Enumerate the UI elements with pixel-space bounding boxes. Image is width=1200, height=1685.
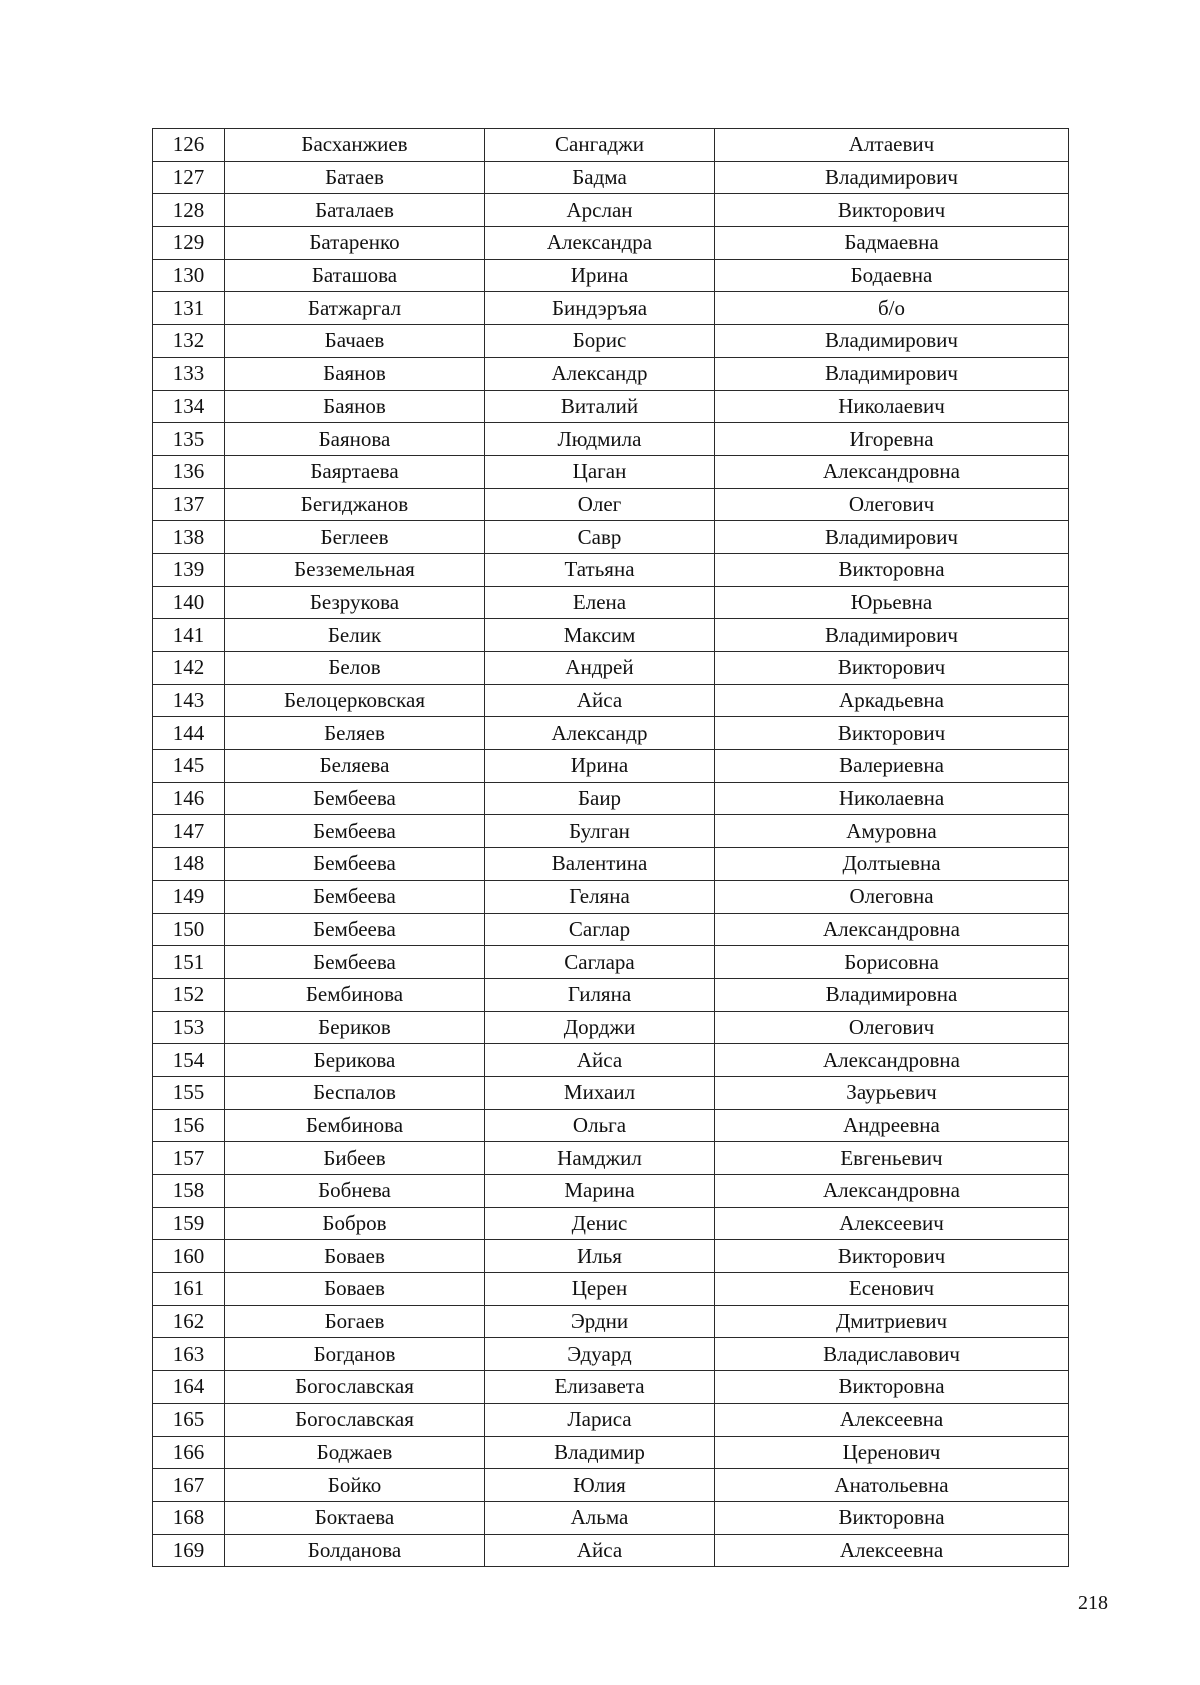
names-table-body bbox=[153, 129, 1069, 1567]
row-number-cell: 135 bbox=[153, 423, 225, 456]
last-name-cell: Бембеева bbox=[225, 782, 485, 815]
last-name-cell: Бойко bbox=[225, 1469, 485, 1502]
first-name-cell: Марина bbox=[485, 1175, 715, 1208]
first-name-cell: Елена bbox=[485, 586, 715, 619]
last-name-cell: Бембинова bbox=[225, 1109, 485, 1142]
first-name-cell: Сангаджи bbox=[485, 129, 715, 162]
patronymic-cell: Заурьевич bbox=[715, 1076, 1069, 1109]
patronymic-cell: Алексеевна bbox=[715, 1403, 1069, 1436]
table-row bbox=[153, 913, 1069, 946]
first-name-cell: Елизавета bbox=[485, 1371, 715, 1404]
row-number-cell: 137 bbox=[153, 488, 225, 521]
last-name-cell: Беляева bbox=[225, 750, 485, 783]
last-name-cell: Боктаева bbox=[225, 1501, 485, 1534]
patronymic-cell: Церенович bbox=[715, 1436, 1069, 1469]
first-name-cell: Намджил bbox=[485, 1142, 715, 1175]
first-name-cell: Виталий bbox=[485, 390, 715, 423]
last-name-cell: Батжаргал bbox=[225, 292, 485, 325]
last-name-cell: Баташова bbox=[225, 259, 485, 292]
table-row bbox=[153, 1109, 1069, 1142]
row-number-cell: 127 bbox=[153, 161, 225, 194]
last-name-cell: Бембеева bbox=[225, 848, 485, 881]
patronymic-cell: Викторович bbox=[715, 1240, 1069, 1273]
row-number-cell: 128 bbox=[153, 194, 225, 227]
first-name-cell: Денис bbox=[485, 1207, 715, 1240]
first-name-cell: Татьяна bbox=[485, 553, 715, 586]
patronymic-cell: Алтаевич bbox=[715, 129, 1069, 162]
row-number-cell: 160 bbox=[153, 1240, 225, 1273]
row-number-cell: 159 bbox=[153, 1207, 225, 1240]
row-number-cell: 162 bbox=[153, 1305, 225, 1338]
last-name-cell: Бембеева bbox=[225, 815, 485, 848]
first-name-cell: Булган bbox=[485, 815, 715, 848]
first-name-cell: Дорджи bbox=[485, 1011, 715, 1044]
last-name-cell: Богаев bbox=[225, 1305, 485, 1338]
table-row bbox=[153, 619, 1069, 652]
last-name-cell: Батаренко bbox=[225, 227, 485, 260]
table-row bbox=[153, 1501, 1069, 1534]
row-number-cell: 140 bbox=[153, 586, 225, 619]
table-row bbox=[153, 1240, 1069, 1273]
row-number-cell: 148 bbox=[153, 848, 225, 881]
patronymic-cell: Долтыевна bbox=[715, 848, 1069, 881]
row-number-cell: 131 bbox=[153, 292, 225, 325]
table-row bbox=[153, 815, 1069, 848]
patronymic-cell: Викторович bbox=[715, 652, 1069, 685]
row-number-cell: 145 bbox=[153, 750, 225, 783]
first-name-cell: Саглара bbox=[485, 946, 715, 979]
last-name-cell: Батаев bbox=[225, 161, 485, 194]
row-number-cell: 126 bbox=[153, 129, 225, 162]
table-row bbox=[153, 684, 1069, 717]
row-number-cell: 147 bbox=[153, 815, 225, 848]
table-row bbox=[153, 848, 1069, 881]
last-name-cell: Бериков bbox=[225, 1011, 485, 1044]
patronymic-cell: Владимирович bbox=[715, 161, 1069, 194]
table-row bbox=[153, 1436, 1069, 1469]
last-name-cell: Бибеев bbox=[225, 1142, 485, 1175]
patronymic-cell: Викторовна bbox=[715, 1501, 1069, 1534]
patronymic-cell: Владиславович bbox=[715, 1338, 1069, 1371]
row-number-cell: 141 bbox=[153, 619, 225, 652]
first-name-cell: Эдуард bbox=[485, 1338, 715, 1371]
patronymic-cell: Викторович bbox=[715, 717, 1069, 750]
last-name-cell: Баянов bbox=[225, 357, 485, 390]
table-row bbox=[153, 259, 1069, 292]
first-name-cell: Ирина bbox=[485, 750, 715, 783]
row-number-cell: 167 bbox=[153, 1469, 225, 1502]
first-name-cell: Александр bbox=[485, 357, 715, 390]
row-number-cell: 132 bbox=[153, 325, 225, 358]
first-name-cell: Ольга bbox=[485, 1109, 715, 1142]
table-row bbox=[153, 1175, 1069, 1208]
patronymic-cell: Анатольевна bbox=[715, 1469, 1069, 1502]
table-row bbox=[153, 1338, 1069, 1371]
patronymic-cell: Дмитриевич bbox=[715, 1305, 1069, 1338]
table-row bbox=[153, 488, 1069, 521]
last-name-cell: Богославская bbox=[225, 1403, 485, 1436]
last-name-cell: Баянов bbox=[225, 390, 485, 423]
page-number: 218 bbox=[1078, 1592, 1108, 1614]
first-name-cell: Айса bbox=[485, 1534, 715, 1567]
row-number-cell: 130 bbox=[153, 259, 225, 292]
table-row bbox=[153, 1469, 1069, 1502]
patronymic-cell: Бадмаевна bbox=[715, 227, 1069, 260]
last-name-cell: Баянова bbox=[225, 423, 485, 456]
row-number-cell: 142 bbox=[153, 652, 225, 685]
table-row bbox=[153, 194, 1069, 227]
patronymic-cell: Олегович bbox=[715, 488, 1069, 521]
table-row bbox=[153, 553, 1069, 586]
table-row bbox=[153, 1076, 1069, 1109]
first-name-cell: Баир bbox=[485, 782, 715, 815]
last-name-cell: Беглеев bbox=[225, 521, 485, 554]
first-name-cell: Максим bbox=[485, 619, 715, 652]
row-number-cell: 133 bbox=[153, 357, 225, 390]
last-name-cell: Басханжиев bbox=[225, 129, 485, 162]
patronymic-cell: Бодаевна bbox=[715, 259, 1069, 292]
patronymic-cell: Викторович bbox=[715, 194, 1069, 227]
table-row bbox=[153, 782, 1069, 815]
patronymic-cell: Владимирович bbox=[715, 521, 1069, 554]
table-row bbox=[153, 1207, 1069, 1240]
patronymic-cell: Алексеевна bbox=[715, 1534, 1069, 1567]
first-name-cell: Альма bbox=[485, 1501, 715, 1534]
first-name-cell: Лариса bbox=[485, 1403, 715, 1436]
table-row bbox=[153, 946, 1069, 979]
first-name-cell: Бадма bbox=[485, 161, 715, 194]
patronymic-cell: Валериевна bbox=[715, 750, 1069, 783]
first-name-cell: Церен bbox=[485, 1273, 715, 1306]
patronymic-cell: Александровна bbox=[715, 1175, 1069, 1208]
table-row bbox=[153, 1044, 1069, 1077]
last-name-cell: Берикова bbox=[225, 1044, 485, 1077]
patronymic-cell: Игоревна bbox=[715, 423, 1069, 456]
last-name-cell: Богданов bbox=[225, 1338, 485, 1371]
table-row bbox=[153, 292, 1069, 325]
row-number-cell: 139 bbox=[153, 553, 225, 586]
patronymic-cell: Евгеньевич bbox=[715, 1142, 1069, 1175]
table-row bbox=[153, 750, 1069, 783]
last-name-cell: Бембеева bbox=[225, 913, 485, 946]
last-name-cell: Беляев bbox=[225, 717, 485, 750]
row-number-cell: 146 bbox=[153, 782, 225, 815]
first-name-cell: Людмила bbox=[485, 423, 715, 456]
table-row bbox=[153, 1273, 1069, 1306]
row-number-cell: 169 bbox=[153, 1534, 225, 1567]
table-row bbox=[153, 227, 1069, 260]
table-row bbox=[153, 455, 1069, 488]
row-number-cell: 150 bbox=[153, 913, 225, 946]
table-row bbox=[153, 586, 1069, 619]
first-name-cell: Арслан bbox=[485, 194, 715, 227]
last-name-cell: Богославская bbox=[225, 1371, 485, 1404]
patronymic-cell: Есенович bbox=[715, 1273, 1069, 1306]
last-name-cell: Болданова bbox=[225, 1534, 485, 1567]
row-number-cell: 166 bbox=[153, 1436, 225, 1469]
patronymic-cell: Владимирович bbox=[715, 619, 1069, 652]
last-name-cell: Безрукова bbox=[225, 586, 485, 619]
first-name-cell: Гиляна bbox=[485, 978, 715, 1011]
table-row bbox=[153, 1403, 1069, 1436]
table-row bbox=[153, 1142, 1069, 1175]
patronymic-cell: Викторовна bbox=[715, 1371, 1069, 1404]
names-table bbox=[152, 128, 1069, 1567]
first-name-cell: Юлия bbox=[485, 1469, 715, 1502]
row-number-cell: 163 bbox=[153, 1338, 225, 1371]
patronymic-cell: Александровна bbox=[715, 455, 1069, 488]
table-row bbox=[153, 978, 1069, 1011]
last-name-cell: Белов bbox=[225, 652, 485, 685]
last-name-cell: Белоцерковская bbox=[225, 684, 485, 717]
table-row bbox=[153, 357, 1069, 390]
first-name-cell: Геляна bbox=[485, 880, 715, 913]
row-number-cell: 155 bbox=[153, 1076, 225, 1109]
row-number-cell: 134 bbox=[153, 390, 225, 423]
last-name-cell: Белик bbox=[225, 619, 485, 652]
first-name-cell: Айса bbox=[485, 684, 715, 717]
row-number-cell: 158 bbox=[153, 1175, 225, 1208]
patronymic-cell: Николаевич bbox=[715, 390, 1069, 423]
first-name-cell: Эрдни bbox=[485, 1305, 715, 1338]
table-row bbox=[153, 521, 1069, 554]
first-name-cell: Владимир bbox=[485, 1436, 715, 1469]
last-name-cell: Боваев bbox=[225, 1240, 485, 1273]
last-name-cell: Бембеева bbox=[225, 946, 485, 979]
row-number-cell: 149 bbox=[153, 880, 225, 913]
row-number-cell: 152 bbox=[153, 978, 225, 1011]
table-row bbox=[153, 1011, 1069, 1044]
patronymic-cell: Алексеевич bbox=[715, 1207, 1069, 1240]
last-name-cell: Бобров bbox=[225, 1207, 485, 1240]
last-name-cell: Беспалов bbox=[225, 1076, 485, 1109]
patronymic-cell: Викторовна bbox=[715, 553, 1069, 586]
last-name-cell: Бембеева bbox=[225, 880, 485, 913]
patronymic-cell: Амуровна bbox=[715, 815, 1069, 848]
first-name-cell: Валентина bbox=[485, 848, 715, 881]
first-name-cell: Олег bbox=[485, 488, 715, 521]
first-name-cell: Илья bbox=[485, 1240, 715, 1273]
table-row bbox=[153, 161, 1069, 194]
table-row bbox=[153, 129, 1069, 162]
patronymic-cell: б/о bbox=[715, 292, 1069, 325]
last-name-cell: Бачаев bbox=[225, 325, 485, 358]
last-name-cell: Бегиджанов bbox=[225, 488, 485, 521]
first-name-cell: Саглар bbox=[485, 913, 715, 946]
first-name-cell: Михаил bbox=[485, 1076, 715, 1109]
table-row bbox=[153, 1305, 1069, 1338]
first-name-cell: Айса bbox=[485, 1044, 715, 1077]
patronymic-cell: Владимировна bbox=[715, 978, 1069, 1011]
row-number-cell: 153 bbox=[153, 1011, 225, 1044]
row-number-cell: 138 bbox=[153, 521, 225, 554]
row-number-cell: 151 bbox=[153, 946, 225, 979]
last-name-cell: Баяртаева bbox=[225, 455, 485, 488]
table-row bbox=[153, 1534, 1069, 1567]
last-name-cell: Бобнева bbox=[225, 1175, 485, 1208]
table-row bbox=[153, 880, 1069, 913]
table-row bbox=[153, 717, 1069, 750]
first-name-cell: Биндэръяа bbox=[485, 292, 715, 325]
patronymic-cell: Александровна bbox=[715, 913, 1069, 946]
patronymic-cell: Юрьевна bbox=[715, 586, 1069, 619]
patronymic-cell: Владимирович bbox=[715, 357, 1069, 390]
row-number-cell: 154 bbox=[153, 1044, 225, 1077]
table-row bbox=[153, 325, 1069, 358]
first-name-cell: Александр bbox=[485, 717, 715, 750]
patronymic-cell: Борисовна bbox=[715, 946, 1069, 979]
last-name-cell: Бембинова bbox=[225, 978, 485, 1011]
patronymic-cell: Андреевна bbox=[715, 1109, 1069, 1142]
patronymic-cell: Владимирович bbox=[715, 325, 1069, 358]
table-row bbox=[153, 423, 1069, 456]
patronymic-cell: Александровна bbox=[715, 1044, 1069, 1077]
row-number-cell: 144 bbox=[153, 717, 225, 750]
last-name-cell: Боваев bbox=[225, 1273, 485, 1306]
row-number-cell: 161 bbox=[153, 1273, 225, 1306]
first-name-cell: Борис bbox=[485, 325, 715, 358]
first-name-cell: Андрей bbox=[485, 652, 715, 685]
last-name-cell: Баталаев bbox=[225, 194, 485, 227]
table-row bbox=[153, 652, 1069, 685]
patronymic-cell: Аркадьевна bbox=[715, 684, 1069, 717]
row-number-cell: 129 bbox=[153, 227, 225, 260]
patronymic-cell: Олегович bbox=[715, 1011, 1069, 1044]
row-number-cell: 157 bbox=[153, 1142, 225, 1175]
patronymic-cell: Николаевна bbox=[715, 782, 1069, 815]
row-number-cell: 165 bbox=[153, 1403, 225, 1436]
first-name-cell: Савр bbox=[485, 521, 715, 554]
table-row bbox=[153, 1371, 1069, 1404]
row-number-cell: 164 bbox=[153, 1371, 225, 1404]
first-name-cell: Ирина bbox=[485, 259, 715, 292]
first-name-cell: Цаган bbox=[485, 455, 715, 488]
last-name-cell: Боджаев bbox=[225, 1436, 485, 1469]
row-number-cell: 168 bbox=[153, 1501, 225, 1534]
last-name-cell: Безземельная bbox=[225, 553, 485, 586]
row-number-cell: 143 bbox=[153, 684, 225, 717]
row-number-cell: 136 bbox=[153, 455, 225, 488]
row-number-cell: 156 bbox=[153, 1109, 225, 1142]
table-row bbox=[153, 390, 1069, 423]
first-name-cell: Александра bbox=[485, 227, 715, 260]
patronymic-cell: Олеговна bbox=[715, 880, 1069, 913]
